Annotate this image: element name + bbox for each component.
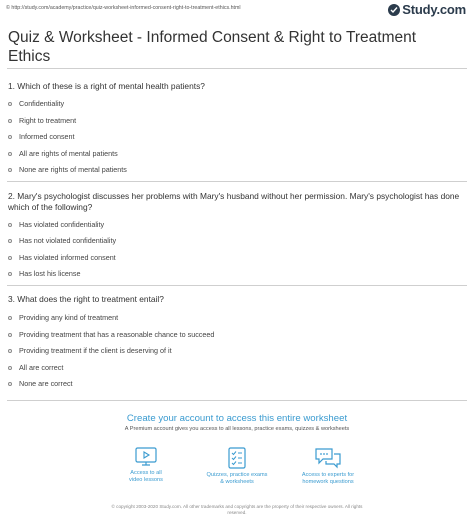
option-label: Has violated confidentiality — [19, 220, 105, 229]
feature-label: & worksheets — [220, 479, 254, 485]
radio-button-icon[interactable] — [8, 256, 12, 260]
feature-label: video lessons — [129, 477, 163, 483]
radio-button-icon[interactable] — [8, 135, 12, 139]
answer-option[interactable] — [8, 149, 118, 158]
page-url: © http://study.com/academy/practice/quiz-worksheet-informed-consent-right-to-treatment-ethics.html — [6, 5, 241, 11]
feature-quizzes — [192, 446, 282, 486]
option-label: Providing treatment if the client is deserving of it — [19, 346, 172, 355]
option-label: Confidentiality — [19, 99, 65, 108]
question-1: 1. Which of these is a right of mental health patients? — [8, 81, 205, 91]
option-label: All are rights of mental patients — [19, 149, 118, 158]
promo-subtitle: A Premium account gives you access to all lessons, practice exams, quizzes & worksheets — [124, 426, 350, 432]
question-divider — [7, 181, 467, 182]
radio-button-icon[interactable] — [8, 316, 12, 320]
option-label: Providing treatment that has a reasonable chance to succeed — [19, 330, 215, 339]
answer-option[interactable] — [8, 165, 127, 174]
page-title: Quiz & Worksheet - Informed Consent & Right to Treatment Ethics — [8, 29, 417, 65]
feature-experts — [283, 446, 373, 486]
feature-label: Quizzes, practice exams — [206, 472, 268, 478]
answer-option[interactable] — [8, 313, 118, 322]
option-label: Providing any kind of treatment — [19, 313, 119, 322]
page-header — [0, 0, 474, 18]
answer-option[interactable] — [8, 220, 104, 229]
answer-option[interactable] — [8, 269, 81, 278]
option-label: Has not violated confidentiality — [19, 236, 117, 245]
brand-name: Study.com — [402, 2, 466, 17]
radio-button-icon[interactable] — [8, 382, 12, 386]
radio-button-icon[interactable] — [8, 333, 12, 337]
radio-button-icon[interactable] — [8, 366, 12, 370]
radio-button-icon[interactable] — [8, 152, 12, 156]
answer-option[interactable] — [8, 346, 172, 355]
option-label: Right to treatment — [19, 116, 77, 125]
radio-button-icon[interactable] — [8, 102, 12, 106]
video-lessons-icon — [133, 446, 159, 468]
study-logo-icon — [388, 4, 400, 16]
answer-option[interactable] — [8, 116, 76, 125]
answer-option[interactable] — [8, 236, 116, 245]
option-label: All are correct — [19, 363, 64, 372]
radio-button-icon[interactable] — [8, 272, 12, 276]
copyright-text: © copyright 2003-2020 Study.com. All other trademarks and copyrights are the property of their respective owners. All rights — [111, 504, 363, 509]
promo-divider — [7, 400, 467, 401]
feature-label: Access to experts for — [301, 472, 355, 478]
answer-option[interactable] — [8, 330, 214, 339]
question-2: 2. Mary's psychologist discusses her problems with Mary's husband without her permission. Mary's psychologist has done which of the following? — [8, 191, 460, 212]
option-label: Has violated informed consent — [19, 253, 116, 262]
create-account-link[interactable]: Create your account to access this entire worksheet — [126, 413, 348, 424]
expert-chat-icon — [314, 446, 342, 470]
option-label: None are rights of mental patients — [19, 165, 127, 174]
study-logo — [388, 2, 466, 17]
question-3: 3. What does the right to treatment entail? — [8, 294, 164, 304]
option-label: Informed consent — [19, 132, 75, 141]
radio-button-icon[interactable] — [8, 119, 12, 123]
radio-button-icon[interactable] — [8, 349, 12, 353]
radio-button-icon[interactable] — [8, 168, 12, 172]
answer-option[interactable] — [8, 363, 63, 372]
option-label: Has lost his license — [19, 269, 81, 278]
answer-option[interactable] — [8, 132, 75, 141]
answer-option[interactable] — [8, 99, 64, 108]
quiz-checklist-icon — [224, 446, 250, 470]
feature-label: homework questions — [302, 479, 354, 485]
radio-button-icon[interactable] — [8, 223, 12, 227]
feature-label: Access to all — [130, 470, 162, 476]
feature-video-lessons — [101, 446, 191, 484]
radio-button-icon[interactable] — [8, 239, 12, 243]
answer-option[interactable] — [8, 379, 73, 388]
option-label: None are correct — [19, 379, 73, 388]
title-divider — [7, 68, 467, 69]
copyright-footer — [0, 504, 474, 516]
question-divider — [7, 285, 467, 286]
answer-option[interactable] — [8, 253, 116, 262]
copyright-text: reserved. — [227, 510, 247, 515]
